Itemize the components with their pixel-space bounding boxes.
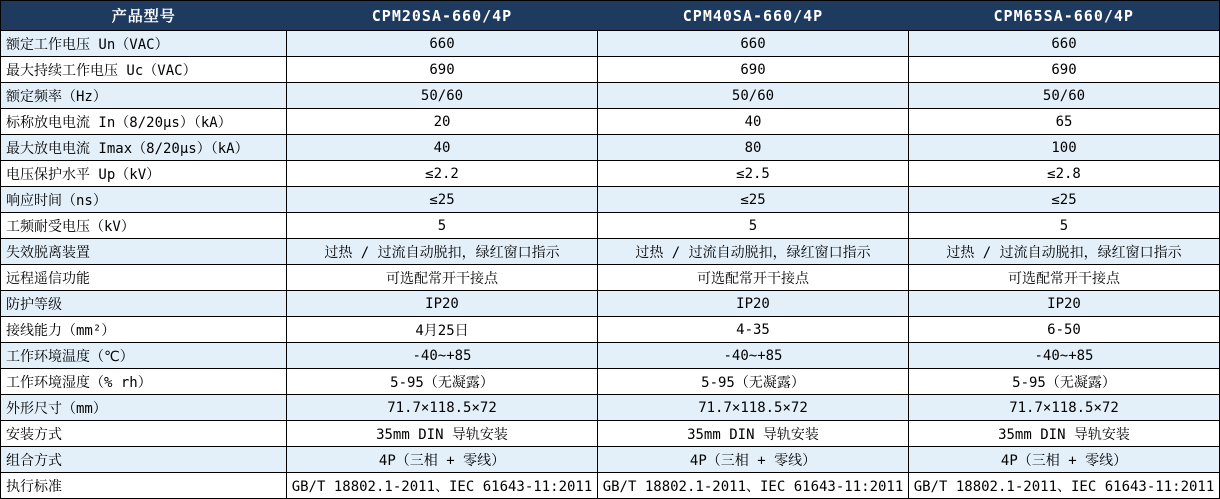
table-row xyxy=(1,213,1220,239)
row-label: 响应时间（ns） xyxy=(1,187,287,213)
row-label: 接线能力（mm²） xyxy=(1,317,287,343)
cell-value: 5 xyxy=(598,213,909,239)
cell-value: 35mm DIN 导轨安装 xyxy=(909,421,1220,447)
cell-value: ≤2.2 xyxy=(287,161,598,187)
cell-value: 100 xyxy=(909,135,1220,161)
table-row xyxy=(1,447,1220,473)
table-row xyxy=(1,369,1220,395)
row-label: 安装方式 xyxy=(1,421,287,447)
header-model-1: CPM20SA-660/4P xyxy=(287,1,598,31)
table-row xyxy=(1,57,1220,83)
cell-value: 660 xyxy=(598,31,909,57)
header-model-3: CPM65SA-660/4P xyxy=(909,1,1220,31)
cell-value: ≤2.8 xyxy=(909,161,1220,187)
cell-value: 5 xyxy=(909,213,1220,239)
cell-value: 40 xyxy=(287,135,598,161)
spec-table-body xyxy=(1,31,1220,499)
cell-value: -40~+85 xyxy=(909,343,1220,369)
cell-value: GB/T 18802.1-2011、IEC 61643-11:2011 xyxy=(287,473,598,499)
row-label: 失效脱离装置 xyxy=(1,239,287,265)
table-row xyxy=(1,473,1220,499)
cell-value: GB/T 18802.1-2011、IEC 61643-11:2011 xyxy=(598,473,909,499)
cell-value: 660 xyxy=(909,31,1220,57)
table-row xyxy=(1,343,1220,369)
table-row xyxy=(1,317,1220,343)
cell-value: 690 xyxy=(909,57,1220,83)
cell-value: 20 xyxy=(287,109,598,135)
row-label: 防护等级 xyxy=(1,291,287,317)
cell-value: ≤2.5 xyxy=(598,161,909,187)
cell-value: 4月25日 xyxy=(287,317,598,343)
cell-value: 71.7×118.5×72 xyxy=(909,395,1220,421)
row-label: 额定频率（Hz） xyxy=(1,83,287,109)
cell-value: 40 xyxy=(598,109,909,135)
table-row xyxy=(1,291,1220,317)
cell-value: 5 xyxy=(287,213,598,239)
table-row xyxy=(1,421,1220,447)
row-label: 最大持续工作电压 Uc（VAC） xyxy=(1,57,287,83)
cell-value: 50/60 xyxy=(909,83,1220,109)
cell-value: 过热 / 过流自动脱扣，绿红窗口指示 xyxy=(287,239,598,265)
cell-value: 4-35 xyxy=(598,317,909,343)
cell-value: ≤25 xyxy=(909,187,1220,213)
cell-value: 690 xyxy=(287,57,598,83)
table-row xyxy=(1,83,1220,109)
cell-value: 71.7×118.5×72 xyxy=(287,395,598,421)
row-label: 执行标准 xyxy=(1,473,287,499)
row-label: 工作环境温度（℃） xyxy=(1,343,287,369)
cell-value: 5-95（无凝露） xyxy=(909,369,1220,395)
cell-value: 5-95（无凝露） xyxy=(598,369,909,395)
cell-value: 5-95（无凝露） xyxy=(287,369,598,395)
row-label: 外形尺寸（mm） xyxy=(1,395,287,421)
row-label: 电压保护水平 Up（kV） xyxy=(1,161,287,187)
cell-value: 6-50 xyxy=(909,317,1220,343)
table-row xyxy=(1,161,1220,187)
cell-value: 35mm DIN 导轨安装 xyxy=(598,421,909,447)
cell-value: -40~+85 xyxy=(287,343,598,369)
table-row xyxy=(1,135,1220,161)
cell-value: 690 xyxy=(598,57,909,83)
cell-value: ≤25 xyxy=(598,187,909,213)
header-product-model-label: 产品型号 xyxy=(1,1,287,31)
cell-value: 4P（三相 + 零线） xyxy=(287,447,598,473)
table-row xyxy=(1,395,1220,421)
cell-value: 65 xyxy=(909,109,1220,135)
table-row xyxy=(1,109,1220,135)
row-label: 最大放电电流 Imax（8/20μs）（kA） xyxy=(1,135,287,161)
cell-value: IP20 xyxy=(598,291,909,317)
table-row xyxy=(1,265,1220,291)
cell-value: -40~+85 xyxy=(598,343,909,369)
table-row xyxy=(1,239,1220,265)
header-model-2: CPM40SA-660/4P xyxy=(598,1,909,31)
cell-value: ≤25 xyxy=(287,187,598,213)
row-label: 工作环境湿度（% rh） xyxy=(1,369,287,395)
cell-value: 可选配常开干接点 xyxy=(909,265,1220,291)
cell-value: 660 xyxy=(287,31,598,57)
cell-value: 80 xyxy=(598,135,909,161)
cell-value: IP20 xyxy=(287,291,598,317)
row-label: 标称放电电流 In（8/20μs）（kA） xyxy=(1,109,287,135)
cell-value: 过热 / 过流自动脱扣，绿红窗口指示 xyxy=(909,239,1220,265)
cell-value: 50/60 xyxy=(598,83,909,109)
cell-value: 71.7×118.5×72 xyxy=(598,395,909,421)
cell-value: 可选配常开干接点 xyxy=(598,265,909,291)
cell-value: 4P（三相 + 零线） xyxy=(909,447,1220,473)
row-label: 组合方式 xyxy=(1,447,287,473)
cell-value: 过热 / 过流自动脱扣，绿红窗口指示 xyxy=(598,239,909,265)
cell-value: 50/60 xyxy=(287,83,598,109)
cell-value: 35mm DIN 导轨安装 xyxy=(287,421,598,447)
row-label: 工频耐受电压（kV） xyxy=(1,213,287,239)
row-label: 远程遥信功能 xyxy=(1,265,287,291)
cell-value: GB/T 18802.1-2011、IEC 61643-11:2011 xyxy=(909,473,1220,499)
table-row xyxy=(1,187,1220,213)
row-label: 额定工作电压 Un（VAC） xyxy=(1,31,287,57)
cell-value: 可选配常开干接点 xyxy=(287,265,598,291)
cell-value: 4P（三相 + 零线） xyxy=(598,447,909,473)
spec-table-header xyxy=(1,1,1220,31)
cell-value: IP20 xyxy=(909,291,1220,317)
header-row xyxy=(1,1,1220,31)
table-row xyxy=(1,31,1220,57)
